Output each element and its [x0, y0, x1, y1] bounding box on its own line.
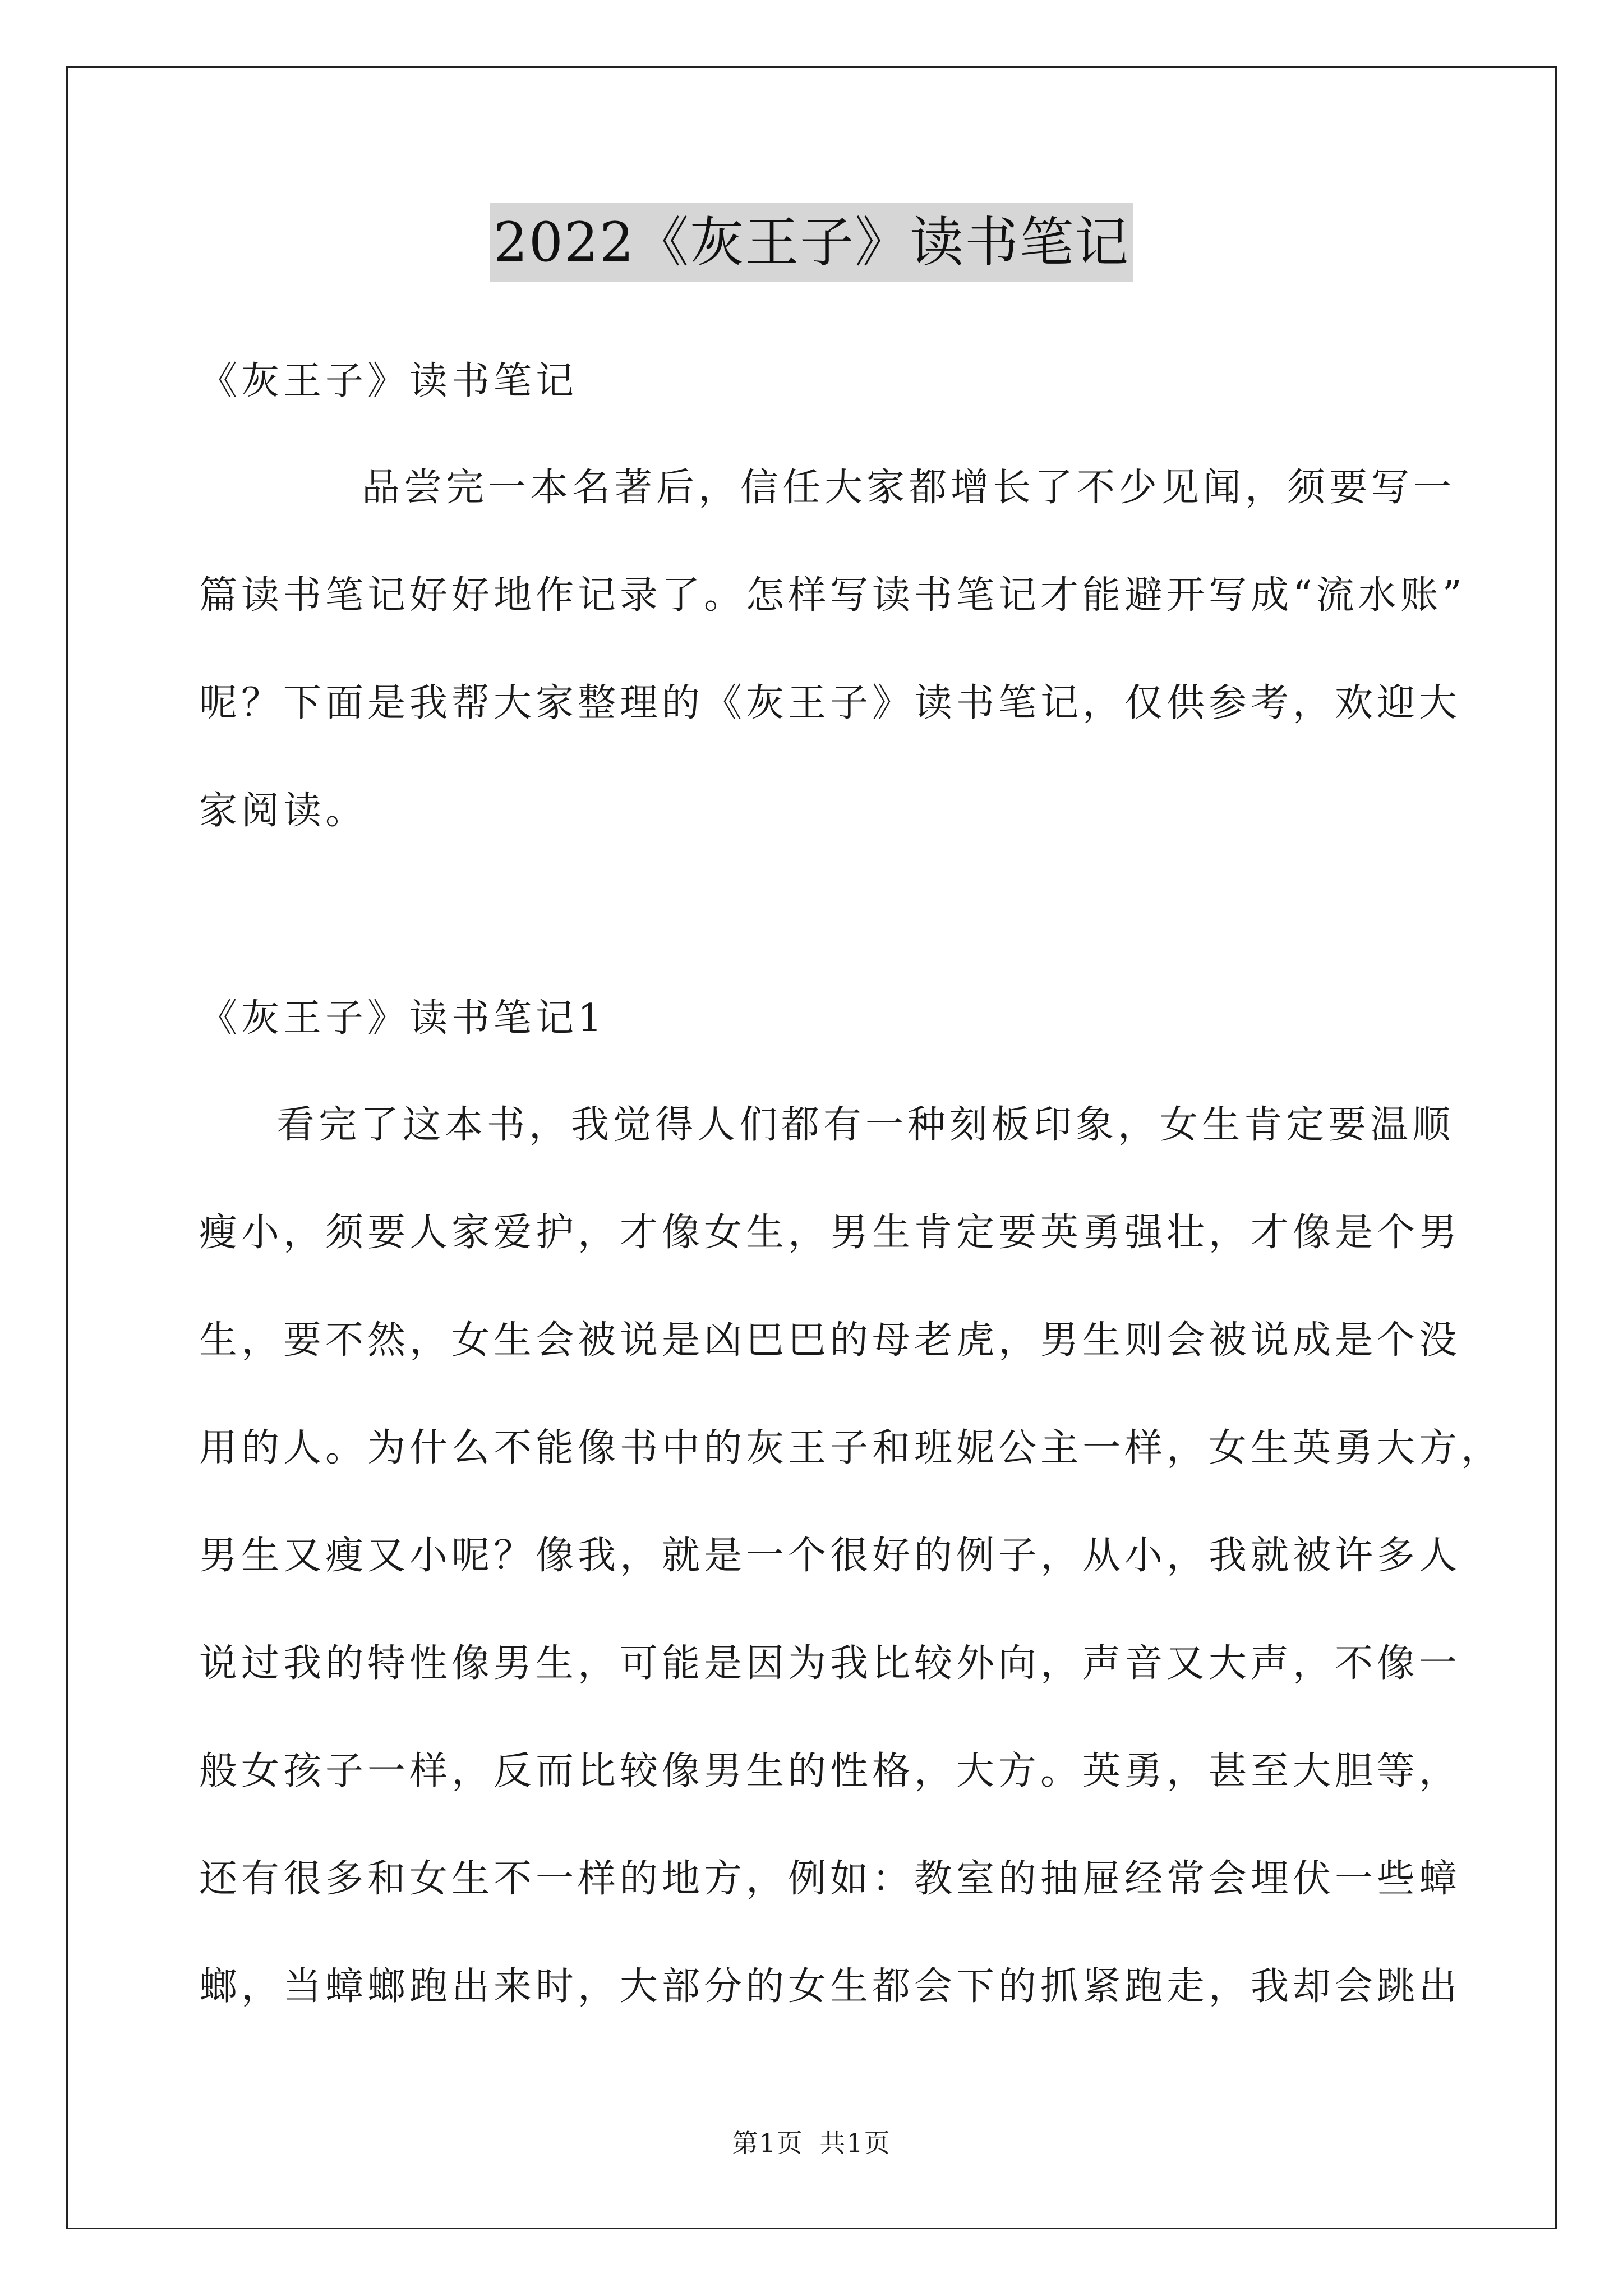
- title-container: [0, 203, 1623, 282]
- paragraph-line: 看完了这本书，我觉得人们都有一种刻板印象，女生肯定要温顺: [276, 1103, 1455, 1147]
- paragraph-line: 男生又瘦又小呢？像我，就是一个很好的例子，从小，我就被许多人: [199, 1534, 1461, 1578]
- section-heading: 《灰王子》读书笔记1: [199, 996, 606, 1041]
- body-paragraph: [199, 1097, 1504, 2015]
- paragraph-line: 呢？下面是我帮大家整理的《灰王子》读书笔记，仅供参考，欢迎大: [199, 681, 1461, 725]
- page-number-total: 共1页: [819, 2128, 891, 2158]
- intro-paragraph: [199, 460, 1466, 839]
- paragraph-line: 还有很多和女生不一样的地方，例如：教室的抽屉经常会埋伏一些蟑: [199, 1857, 1461, 1901]
- document-body: [199, 353, 1504, 2015]
- page-number-current: 第1页: [732, 2128, 804, 2158]
- paragraph-line: 生，要不然，女生会被说是凶巴巴的母老虎，男生则会被说成是个没: [199, 1318, 1461, 1363]
- paragraph-line: 螂，当蟑螂跑出来时，大部分的女生都会下的抓紧跑走，我却会跳出: [199, 1964, 1461, 2009]
- paragraph-line: 说过我的特性像男生，可能是因为我比较外向，声音又大声，不像一: [199, 1641, 1461, 1686]
- paragraph-line: 般女孩子一样，反而比较像男生的性格，大方。英勇，甚至大胆等，: [199, 1749, 1461, 1793]
- paragraph-line: 篇读书笔记好好地作记录了。怎样写读书笔记才能避开写成“流水账”: [199, 573, 1466, 618]
- section-heading: 《灰王子》读书笔记: [199, 359, 578, 403]
- paragraph-line: 品尝完一本名著后，信任大家都增长了不少见闻，须要写一: [362, 466, 1456, 510]
- document-title: 2022《灰王子》读书笔记: [490, 203, 1133, 282]
- paragraph-line: 用的人。为什么不能像书中的灰王子和班妮公主一样，女生英勇大方，: [199, 1426, 1504, 1470]
- page-footer: [0, 2126, 1623, 2160]
- paragraph-line: 瘦小，须要人家爱护，才像女生，男生肯定要英勇强壮，才像是个男: [199, 1211, 1461, 1255]
- paragraph-line: 家阅读。: [199, 789, 368, 833]
